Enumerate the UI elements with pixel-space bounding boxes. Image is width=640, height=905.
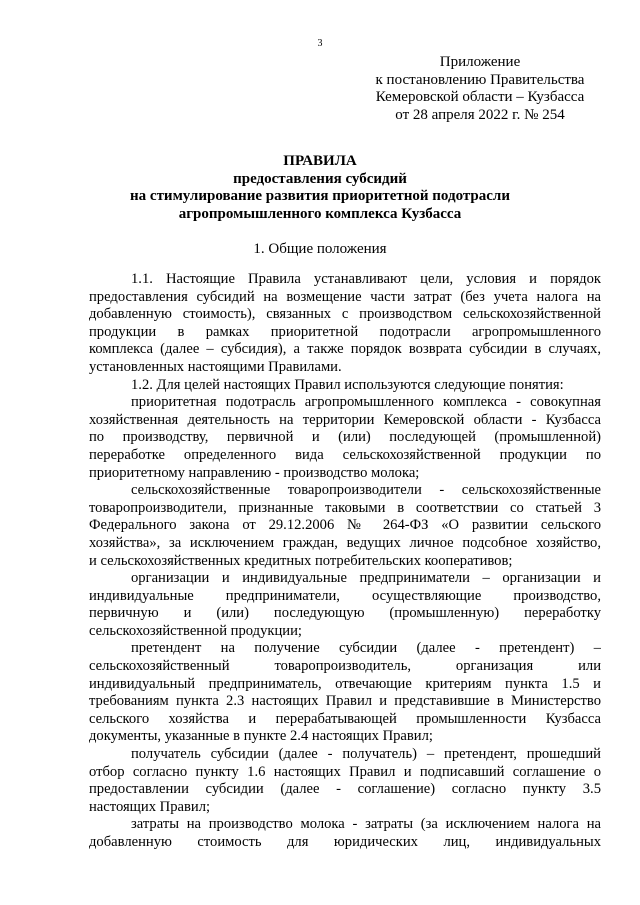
text-line: предоставления субсидий на возмещение части затрат (без учета налога на (89, 288, 601, 305)
text-line: документы, указанные в пункте 2.4 настоящих Правил; (89, 728, 433, 745)
text-line: приоритетная подотрасль агропромышленного комплекса - совокупная (131, 394, 601, 411)
text-line: индивидуальные предприниматели, осуществляющие производство, (89, 587, 601, 604)
paragraph (89, 570, 601, 640)
text-line: первичную и (или) последующую (промышленную) переработку (89, 605, 601, 622)
title-line: предоставления субсидий (233, 170, 407, 187)
text-line: требованиям пункта 2.3 настоящих Правил и представившие в Министерство (89, 693, 601, 710)
text-line: Федерального закона от 29.12.2006 № 264-ФЗ «О развитии сельского (89, 517, 601, 534)
text-line: отбор согласно пункту 1.6 настоящих Правил и подписавший соглашение о (89, 763, 601, 780)
text-line: сельскохозяйственный товаропроизводитель, организация или (89, 658, 601, 675)
section-heading: 1. Общие положения (253, 241, 387, 257)
paragraph (89, 394, 601, 482)
text-line: сельскохозяйственные товаропроизводители - сельскохозяйственные (131, 482, 601, 499)
title-line: агропромышленного комплекса Кузбасса (178, 205, 462, 222)
text-line: сельского хозяйства и перерабатывающей промышленности Кузбасса (89, 710, 601, 727)
text-line: приоритетному направлению - производство молока; (89, 464, 420, 481)
appendix-block (360, 54, 600, 124)
text-line: настоящих Правил; (89, 798, 211, 815)
text-line: 1.2. Для целей настоящих Правил используются следующие понятия: (131, 376, 564, 393)
appendix-line: от 28 апреля 2022 г. № 254 (395, 106, 565, 123)
text-line: по производству, первичной и (или) последующей (промышленной) (89, 429, 601, 446)
text-line: претендент на получение субсидии (далее - претендент) – (131, 640, 601, 657)
text-line: организации и индивидуальные предприниматели – организации и (131, 570, 601, 587)
appendix-line: к постановлению Правительства (375, 71, 585, 88)
paragraph (89, 746, 601, 816)
title-line: на стимулирование развития приоритетной подотрасли (130, 188, 510, 204)
text-line: добавленную стоимость для юридических лиц, индивидуальных (89, 834, 601, 850)
paragraph (89, 482, 601, 570)
text-line: хозяйства», за исключением граждан, ведущих личное подсобное хозяйство, (89, 534, 601, 551)
text-line: товаропроизводители, признанные таковыми в соответствии со статьей 3 (89, 499, 601, 516)
text-line: затраты на производство молока - затраты (за исключением налога на (131, 816, 601, 833)
paragraph (89, 377, 601, 395)
appendix-line: Приложение (439, 54, 521, 70)
text-line: и сельскохозяйственных кредитных потребительских кооперативов; (89, 552, 513, 569)
text-line: предоставлении субсидии (далее - соглашение) согласно пункту 3.5 (89, 781, 601, 798)
paragraph (89, 271, 601, 377)
text-line: индивидуальный предприниматель, отвечающие критериям пункта 1.5 и (89, 675, 601, 692)
text-line: переработке определенного вида сельскохозяйственной продукции по (89, 446, 601, 463)
appendix-line: Кемеровской области – Кузбасса (375, 89, 585, 105)
paragraph (89, 816, 601, 851)
text-line: добавленную стоимость), связанных с производством сельскохозяйственной (89, 306, 601, 323)
text-line: сельскохозяйственной продукции; (89, 622, 302, 639)
document-title (90, 153, 550, 223)
text-line: хозяйственная деятельность на территории Кемеровской области - Кузбасса (89, 411, 601, 428)
text-line: продукции в рамках приоритетной подотрасли агропромышленного (89, 323, 601, 340)
text-line: 1.1. Настоящие Правила устанавливают цели, условия и порядок (131, 271, 601, 287)
text-line: комплекса (далее – субсидия), а также порядок возврата субсидии в случаях, (89, 341, 601, 358)
text-line: установленных настоящими Правилами. (89, 358, 342, 375)
text-line: получатель субсидии (далее - получатель) – претендент, прошедший (131, 746, 601, 763)
document-body (89, 271, 601, 852)
title-line: ПРАВИЛА (283, 153, 357, 169)
paragraph (89, 640, 601, 746)
page-number: 3 (317, 38, 323, 49)
